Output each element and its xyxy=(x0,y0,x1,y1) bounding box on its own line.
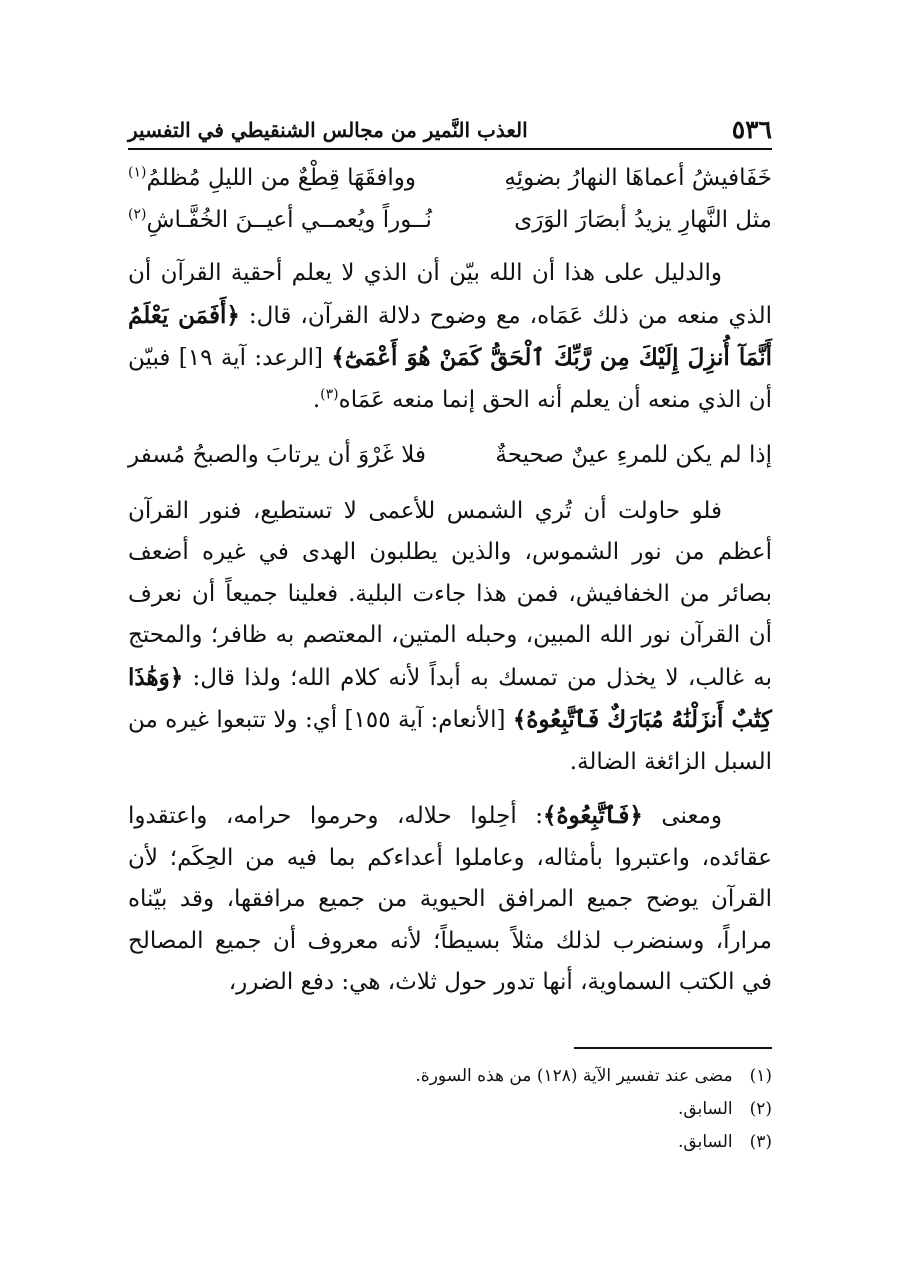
footnote-number: (٢) xyxy=(749,1099,772,1119)
footnote-divider xyxy=(574,1047,772,1049)
footnote-number: (٣) xyxy=(749,1132,772,1152)
paragraph-text: والدليل على هذا أن الله بيّن أن الذي لا يعلم أحقية القرآن أن الذي منعه من ذلك عَمَاه، مع وضوح دلالة القرآن، قال: xyxy=(128,260,773,329)
poetry-verse-3 xyxy=(128,435,772,477)
verse-right-hemistich: مثل النَّهارِ يزيدُ أبصَارَ الوَرَى xyxy=(514,206,772,233)
paragraph-3 xyxy=(128,795,772,1004)
header-divider xyxy=(128,148,772,150)
footnote-text: مضى عند تفسير الآية (١٢٨) من هذه السورة. xyxy=(415,1066,733,1086)
paragraph-1 xyxy=(128,253,772,421)
paragraph-2 xyxy=(128,491,772,784)
footnote-2 xyxy=(128,1093,772,1126)
paragraph-text: فلو حاولت أن تُري الشمس للأعمى لا تستطيع، فنور القرآن أعظم من نور الشموس، والذين يطلبون الهدى في غيره أضعف بصائر من الخفافيش، فمن هذا جاءت البلية. فعلينا جميعاً أن نعرف أن القرآن نور الله المبين، وحبله المتين، المعتصم به ظافر؛ والمحتج به غالب، لا يخذل من تمسك به أبداً لأنه كلام الله؛ ولذا قال: xyxy=(128,497,772,691)
verse-left-hemistich xyxy=(128,158,416,200)
footnote-1 xyxy=(128,1060,772,1093)
paragraph-text: ومعنى xyxy=(642,803,722,829)
footnote-marker-2: (٢) xyxy=(128,205,147,222)
footnote-marker-1: (١) xyxy=(128,164,147,181)
running-title: العذب النَّمير من مجالس الشنقيطي في التفسير xyxy=(128,118,528,142)
running-header xyxy=(128,112,772,152)
page-number: ٥٣٦ xyxy=(731,115,772,144)
paragraph-text: : أحِلوا حلاله، وحرموا حرامه، واعتقدوا عقائده، واعتبروا بأمثاله، وعاملوا أعداءكم بما فيه من الحِكَم؛ لأن القرآن يوضح جميع المرافق الحيوية من جميع مرافقها، وقد بيّناه مراراً، وسنضرب لذلك مثلاً بسيطاً؛ لأنه معروف أن جميع المصالح في الكتب السماوية، أنها تدور حول ثلاث، هي: دفع الضرر، xyxy=(128,803,772,995)
verse-left-hemistich xyxy=(128,200,432,242)
verse-left-text: ووافقَهَا قِطْعٌ من الليلِ مُظلمُ xyxy=(146,165,416,191)
footnote-marker-3: (٣) xyxy=(320,385,339,402)
paragraph-text: [الرعد: آية ١٩] فبيّن أن الذي منعه أن يعلم أنه الحق إنما منعه عَمَاه xyxy=(128,345,772,413)
quran-quote: ﴿وَهَٰذَا كِتَٰبٌ أَنزَلْنَٰهُ مُبَارَكٌ فَٱتَّبِعُوهُ﴾ xyxy=(128,663,772,733)
paragraph-text: [الأنعام: آية ١٥٥] أي: ولا تتبعوا غيره من السبل الزائغة الضالة. xyxy=(128,707,772,775)
paragraph-end: . xyxy=(312,386,321,413)
verse-left-hemistich: فلا غَرْوَ أن يرتابَ والصبحُ مُسفر xyxy=(128,442,426,468)
verse-right-hemistich: خَفَافيشُ أعماهَا النهارُ بضوئِهِ xyxy=(504,165,772,191)
verse-right-hemistich: إذا لم يكن للمرءِ عينٌ صحيحةٌ xyxy=(495,442,772,468)
poetry-verse-2 xyxy=(128,200,772,242)
footnote-text: السابق. xyxy=(678,1132,733,1152)
quran-quote: ﴿أَفَمَن يَعْلَمُ أَنَّمَآ أُنزِلَ إِلَيْكَ مِن رَّبِّكَ ٱلْحَقُّ كَمَنْ هُوَ أَعْمَىٰٓ﴾ xyxy=(128,301,772,371)
quran-quote: ﴿فَٱتَّبِعُوهُ﴾ xyxy=(543,802,643,829)
footnote-number: (١) xyxy=(749,1066,772,1086)
verse-left-text: نُــوراً ويُعمــي أعيــنَ الخُفَّـاشِ xyxy=(146,206,432,233)
footnotes xyxy=(128,1060,772,1159)
poetry-verse-1 xyxy=(128,158,772,200)
footnote-text: السابق. xyxy=(678,1099,733,1119)
main-text xyxy=(128,158,772,1004)
footnote-3 xyxy=(128,1126,772,1159)
